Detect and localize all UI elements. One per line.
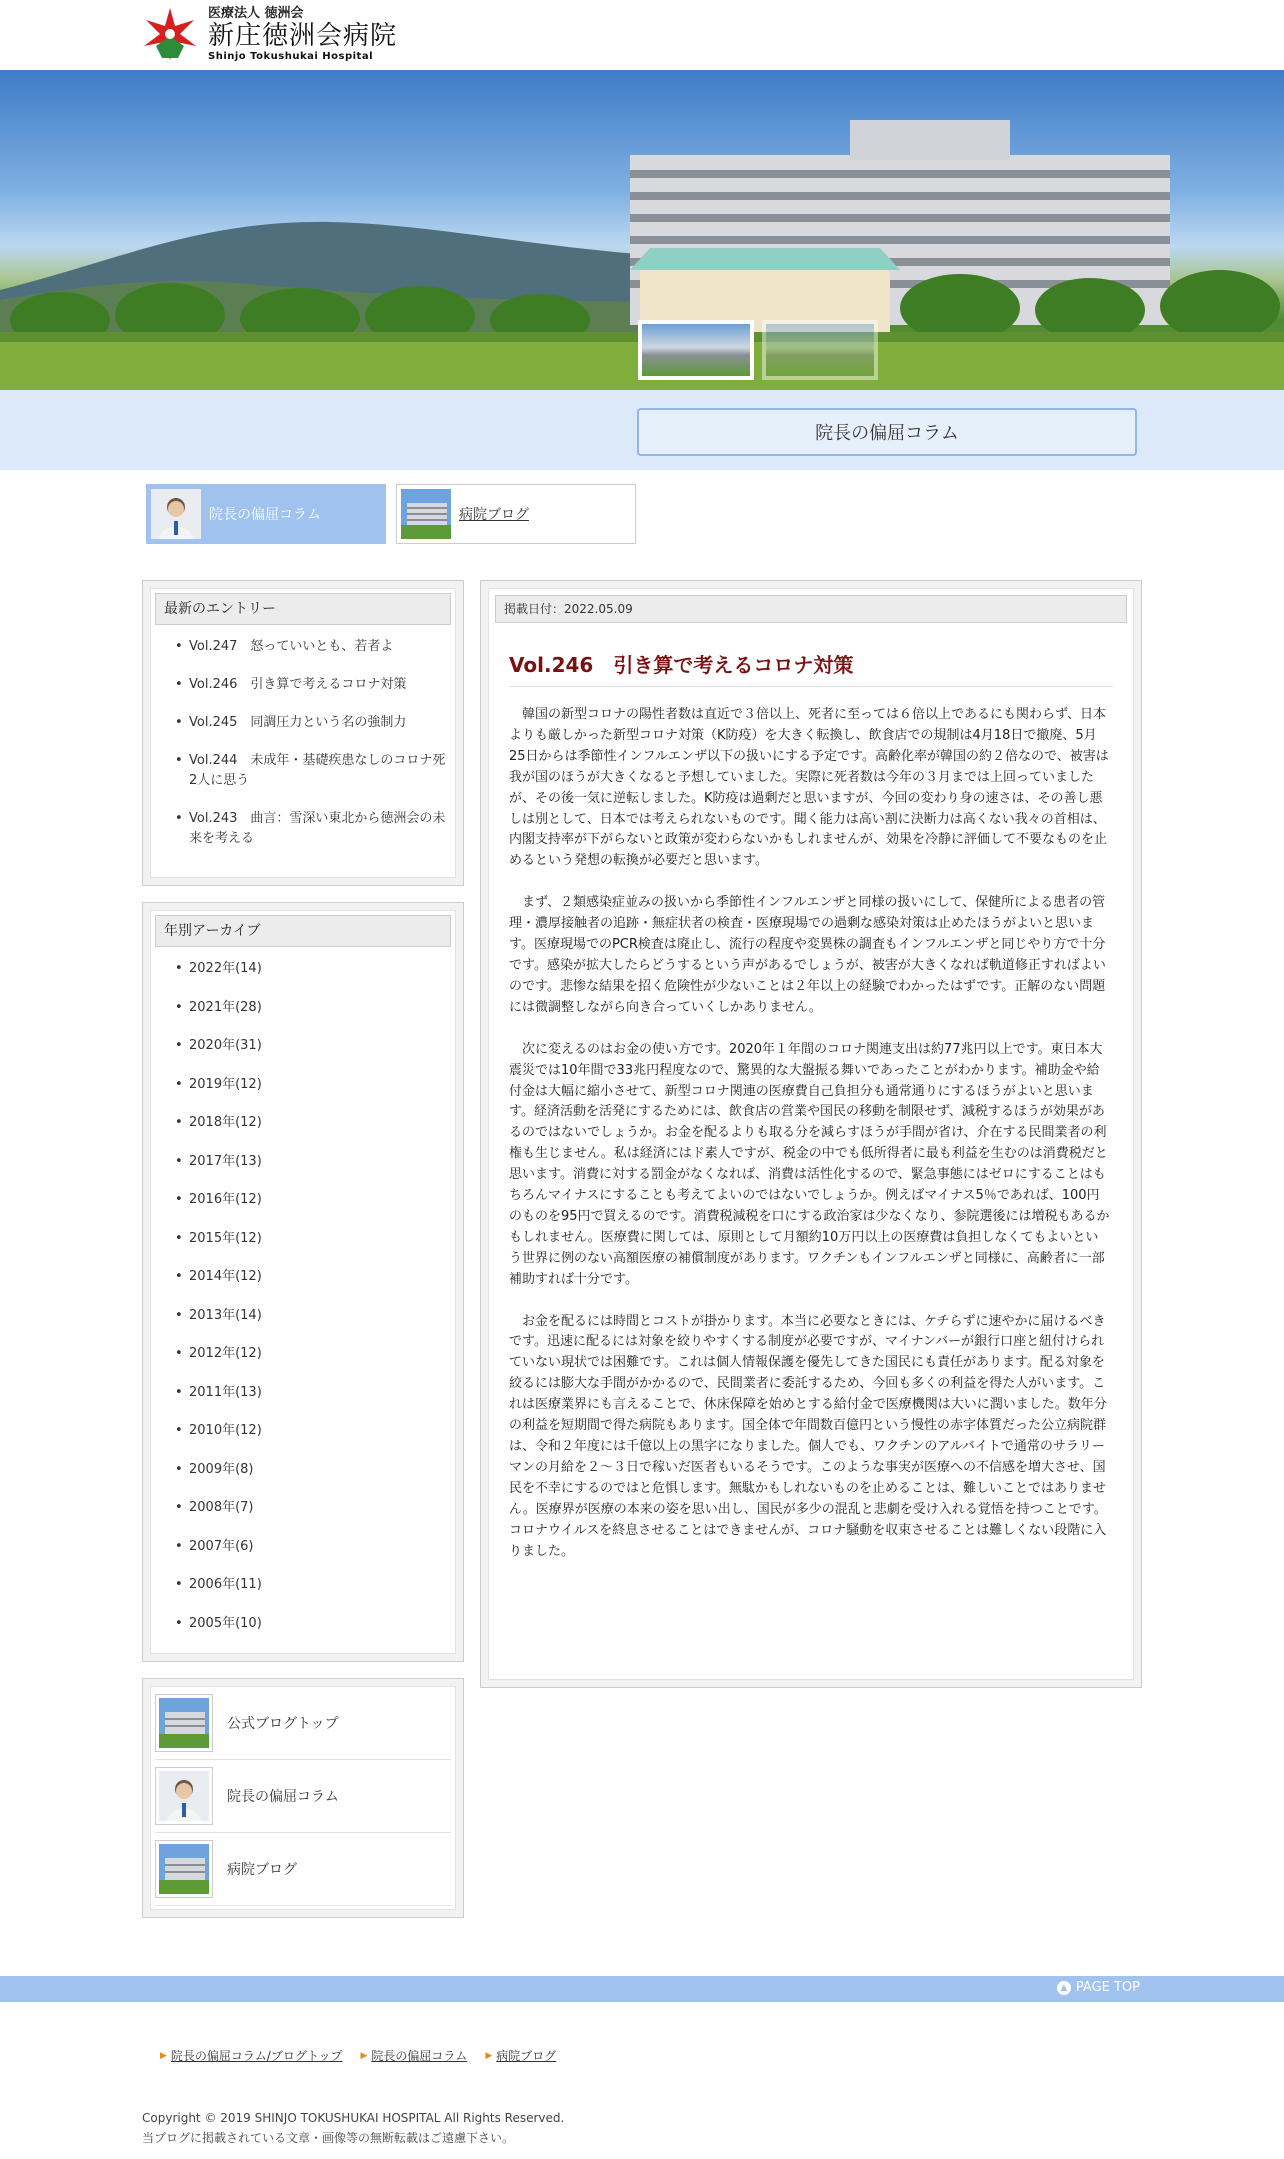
blog-tabs — [146, 484, 636, 544]
slide-thumbnail[interactable] — [762, 320, 878, 380]
footer-link-hospital-blog[interactable] — [485, 2047, 556, 2064]
archive-year-link[interactable]: • 2012年(12) — [175, 1344, 449, 1364]
hospital-photo-icon — [401, 489, 451, 539]
archive-year-link[interactable]: • 2016年(12) — [175, 1190, 449, 1210]
latest-entry-link[interactable]: • Vol.245 同調圧力という名の強制力 — [175, 713, 449, 733]
archive-year-link[interactable]: • 2021年(28) — [175, 998, 449, 1018]
article-paragraph: 韓国の新型コロナの陽性者数は直近で３倍以上、死者に至っては６倍以上であるにも関わらず、日本よりも厳しかった新型コロナ対策（K防疫）を大きく転換し、飲食店での規制は4月18日で撤廃、5月25日からは季節性インフルエンザ以下の扱いにする予定です。高齢化率が韓国の約２倍なので、被害は我が国のほうが大きくなると予想していました。実際に死者数は今年の３月までは上回っていましたが、その後一気に逆転しました。K防疫は過剰だと思いますが、今回の変わり身の速さは、その善し悪しは別として、日本では考えられないものです。聞く能力は高い割に決断力は高くない我々の首相は、内閣支持率が下がらないと政策が変わらないかもしれませんが、効果を冷静に評価して不要なものを止めるという発想の転換が必要だと思います。 — [509, 707, 1109, 869]
official-blog-top-link[interactable] — [155, 1687, 451, 1760]
link-label: 病院ブログ — [227, 1862, 297, 1878]
archive-year-link[interactable]: • 2007年(6) — [175, 1537, 449, 1557]
archive-year-link[interactable]: • 2017年(13) — [175, 1152, 449, 1172]
archive-year-link[interactable]: • 2010年(12) — [175, 1421, 449, 1441]
archive-year-link[interactable]: • 2015年(12) — [175, 1229, 449, 1249]
archive-year-link[interactable]: • 2013年(14) — [175, 1306, 449, 1326]
article-body — [509, 705, 1111, 1562]
archive-year-link[interactable]: • 2020年(31) — [175, 1036, 449, 1056]
footer-link-blog-top[interactable] — [160, 2047, 343, 2064]
latest-entry-link[interactable]: • Vol.247 怒っていいとも、若者よ — [175, 637, 449, 657]
footer-link-director-column[interactable] — [361, 2047, 468, 2064]
latest-entry-link[interactable]: • Vol.243 曲言：雪深い東北から徳洲会の未来を考える — [175, 809, 449, 849]
archive-year-link[interactable]: • 2008年(7) — [175, 1498, 449, 1518]
title-band — [0, 390, 1284, 470]
footer-link-label: 病院ブログ — [496, 2049, 557, 2063]
page-top-label: PAGE TOP — [1075, 1980, 1140, 1995]
triangle-right-icon: ▶ — [160, 2050, 167, 2061]
tab-director-column[interactable] — [146, 484, 386, 544]
site-logo[interactable] — [142, 6, 397, 62]
archive-year-link[interactable]: • 2011年(13) — [175, 1383, 449, 1403]
pagetop-bar — [0, 1976, 1284, 2002]
triangle-right-icon: ▶ — [485, 2050, 493, 2061]
hospital-photo-icon — [155, 1694, 213, 1752]
latest-entries-widget — [142, 580, 464, 886]
hospital-photo-icon — [155, 1840, 213, 1898]
arrow-up-icon: ▲ — [1057, 1981, 1071, 1995]
article-paragraph: 次に変えるのはお金の使い方です。2020年１年間のコロナ関連支出は約77兆円以上です。東日本大震災では10年間で33兆円程度なので、驚異的な大盤振る舞いであったことがわかります。補助金や給付金は大幅に縮小させて、新型コロナ関連の医療費自己負担分も通常通りにするほうがよいと思います。経済活動を活発にするためには、飲食店の営業や国民の移動を制限せず、減税するほうが効果があるのではないでしょうか。お金を配るよりも取る分を減らすほうが手間が省け、介在する民間業者の利権も生じません。私は経済にはド素人ですが、税金の中でも低所得者に最も利益を生むのは消費税だと思います。消費に対する罰金がなくなれば、消費は活性化するので、緊急事態にはゼロにすることはもちろんマイナスにすることも考えてよいのではないでしょうか。例えばマイナス5％であれば、100円のものを95円で買えるのです。消費税減税を口にする政治家は少なくなり、参院選後には増税もあるかもしれません。医療費に関しては、原則として月額約10万円以上の医療費は負担しなくてもよいという世界に例のない高額医療の補償制度があります。ワクチンもインフルエンザと同様に、高齢者に一部補助すれば十分です。 — [509, 1041, 1110, 1287]
tab-label: 院長の偏屈コラム — [209, 507, 321, 523]
logo-name: 新庄徳洲会病院 — [208, 20, 398, 51]
yearly-archive-heading: 年別アーカイブ — [155, 915, 451, 947]
archive-year-link[interactable]: • 2005年(10) — [175, 1614, 449, 1634]
archive-year-link[interactable]: • 2018年(12) — [175, 1113, 449, 1133]
article-paragraph: お金を配るには時間とコストが掛かります。本当に必要なときには、ケチらずに速やかに届けるべきです。迅速に配るには対象を絞りやすくする制度が必要ですが、マイナンバーが銀行口座と紐付けられていない現状では困難です。これは個人情報保護を優先してきた国民にも責任があります。配る対象を絞るには膨大な手間がかかるので、民間業者に委託するため、今回も多くの利益を得た人がいます。これは医療業界にも言えることで、休床保障を始めとする給付金で医療機関は大いに潤いました。数年分の利益を短期間で得た病院もあります。国全体で年間数百億円という慢性の赤字体質だった公立病院群は、令和２年度には千億以上の黒字になりました。個人でも、ワクチンのアルバイトで通常のサラリーマンの月給を２〜３日で稼いだ医者もいるそうです。このような事実が医療への不信感を増大させ、国民を不幸にするのではと危惧します。無駄かもしれないものを止めることは、難しいことではありません。医療界が医療の本来の姿を思い出し、国民が多少の混乱と悲劇を受け入れる覚悟を持つことです。コロナウイルスを終息させることはできませんが、コロナ騒動を収束させることは難しくない段階に入りました。 — [509, 1313, 1107, 1559]
copyright-text: Copyright © 2019 SHINJO TOKUSHUKAI HOSPITAL All Rights Reserved. — [142, 2111, 565, 2125]
copyright-block — [142, 2108, 564, 2148]
logo-english-name: Shinjo Tokushukai Hospital — [208, 50, 374, 62]
copyright-notice: 当ブログに掲載されている文章・画像等の無断転載はご遠慮下さい。 — [142, 2131, 515, 2145]
article-title: Vol.246 引き算で考えるコロナ対策 — [509, 649, 1113, 687]
latest-entry-link[interactable]: • Vol.244 未成年・基礎疾患なしのコロナ死2人に思う — [175, 751, 449, 791]
article-date: 掲載日付：2022.05.09 — [495, 595, 1127, 623]
slide-thumbnail[interactable] — [638, 320, 754, 380]
archive-year-link[interactable]: • 2014年(12) — [175, 1267, 449, 1287]
latest-entries-heading: 最新のエントリー — [155, 593, 451, 625]
logo-subtitle: 医療法人 徳洲会 — [208, 5, 304, 21]
archive-year-link[interactable]: • 2022年(14) — [175, 959, 449, 979]
director-photo-icon — [155, 1767, 213, 1825]
tab-label: 病院ブログ — [459, 507, 529, 523]
triangle-right-icon: ▶ — [360, 2050, 368, 2061]
yearly-archive-widget — [142, 902, 464, 1662]
hospital-blog-link[interactable] — [155, 1833, 451, 1906]
blog-links-widget — [142, 1678, 464, 1918]
footer-link-label: 院長の偏屈コラム/ブログトップ — [170, 2049, 343, 2063]
hero-slideshow — [0, 70, 1284, 390]
tab-hospital-blog[interactable] — [396, 484, 636, 544]
article-panel — [480, 580, 1142, 1688]
footer-links — [160, 2047, 556, 2064]
archive-year-link[interactable]: • 2009年(8) — [175, 1460, 449, 1480]
tokushukai-logo-icon — [142, 6, 198, 62]
director-photo-icon — [151, 489, 201, 539]
archive-year-link[interactable]: • 2019年(12) — [175, 1075, 449, 1095]
link-label: 院長の偏屈コラム — [227, 1789, 339, 1805]
archive-year-link[interactable]: • 2006年(11) — [175, 1575, 449, 1595]
article-paragraph: まず、２類感染症並みの扱いから季節性インフルエンザと同様の扱いにして、保健所による患者の管理・濃厚接触者の追跡・無症状者の検査・医療現場での過剰な感染対策は止めたほうがよいと思います。医療現場でのPCR検査は廃止し、流行の程度や変異株の調査もインフルエンザと同じやり方で十分です。感染が拡大したらどうするという声があるでしょうが、被害が大きくなれば軌道修正すればよいのです。悲惨な結果を招く危険性が少ないことは２年以上の経験でわかったはずです。正解のない問題には微調整しながら向き合っていくしかありません。 — [509, 895, 1106, 1015]
footer-link-label: 院長の偏屈コラム — [371, 2049, 468, 2063]
director-column-link[interactable] — [155, 1760, 451, 1833]
page-top-button[interactable] — [1057, 1980, 1140, 1995]
site-header — [0, 0, 1284, 70]
link-label: 公式ブログトップ — [227, 1716, 339, 1732]
latest-entry-link[interactable]: • Vol.246 引き算で考えるコロナ対策 — [175, 675, 449, 695]
page-title: 院長の偏屈コラム — [637, 408, 1137, 456]
